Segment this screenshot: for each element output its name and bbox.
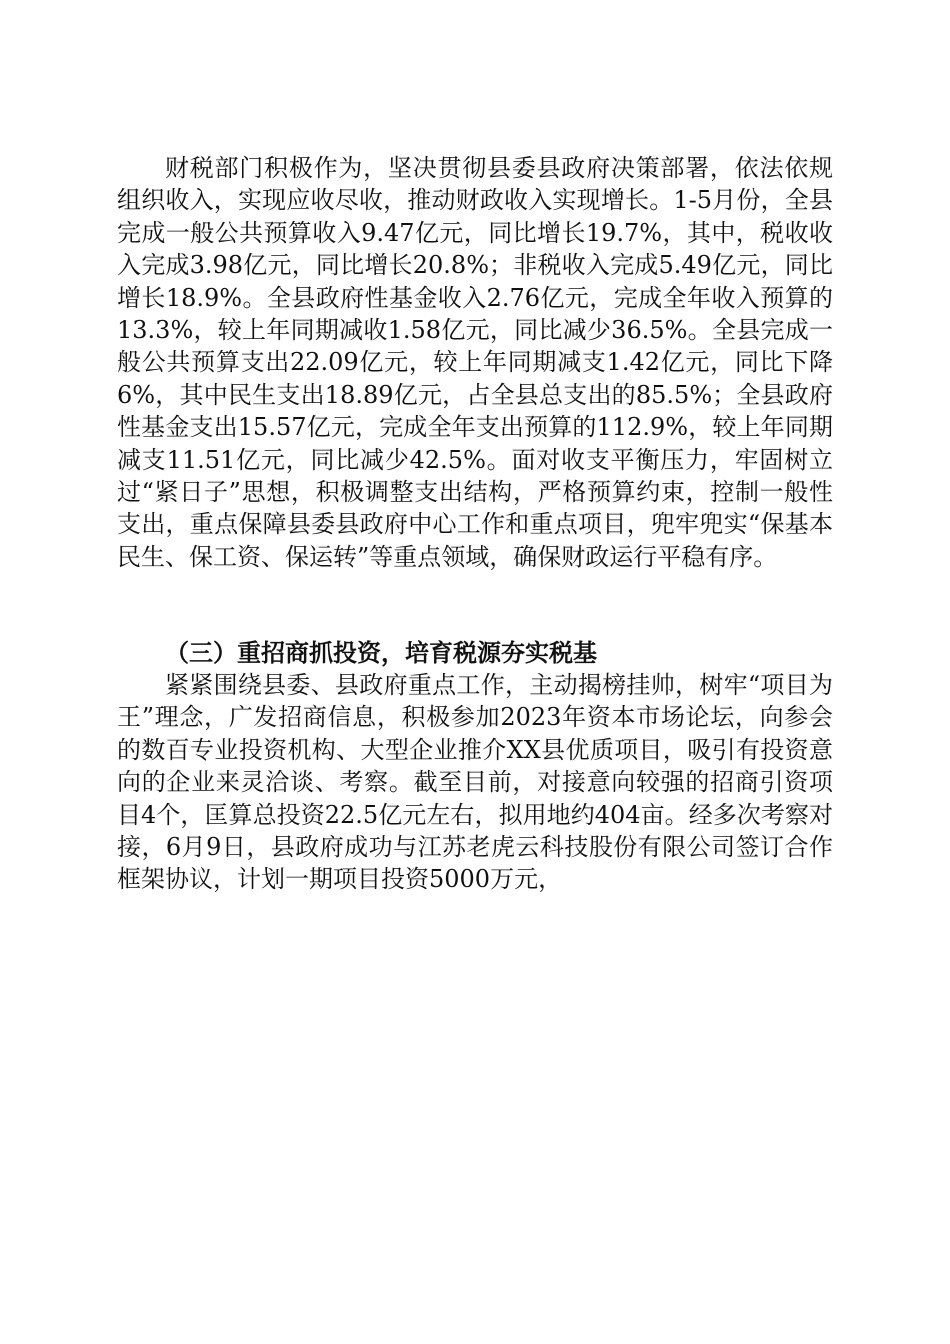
- section-heading-investment: （三）重招商抓投资，培育税源夯实税基: [165, 638, 597, 667]
- fiscal-revenue-paragraph: 财税部门积极作为，坚决贯彻县委县政府决策部署，依法依规组织收入，实现应收尽收，推动财政收入实现增长。1-5月份，全县完成一般公共预算收入9.47亿元，同比增长19.7%，其中，税收收入完成3.98亿元，同比增长20.8%；非税收入完成5.49亿元，同比增长18.9%。全县政府性基金收入2.76亿元，完成全年收入预算的13.3%，较上年同期减收1.58亿元，同比减少36.5%。全县完成一般公共预算支出22.09亿元，较上年同期减支1.42亿元，同比下降6%，其中民生支出18.89亿元，占全县总支出的85.5%；全县政府性基金支出15.57亿元，完成全年支出预算的112.9%，较上年同期减支11.51亿元，同比减少42.5%。面对收支平衡压力，牢固树立过“紧日子”思想，积极调整支出结构，严格预算约束，控制一般性支出，重点保障县委县政府中心工作和重点项目，兜牢兜实“保基本民生、保工资、保运转”等重点领域，确保财政运行平稳有序。: [117, 154, 833, 571]
- investment-paragraph: 紧紧围绕县委、县政府重点工作，主动揭榜挂帅，树牢“项目为王”理念，广发招商信息，积极参加2023年资本市场论坛，向参会的数百专业投资机构、大型企业推介XX县优质项目，吸引有投资意向的企业来灵洽谈、考察。截至目前，对接意向较强的招商引资项目4个，匡算总投资22.5亿元左右，拟用地约404亩。经多次考察对接，6月9日，县政府成功与江苏老虎云科技股份有限公司签订合作框架协议，计划一期项目投资5000万元，: [117, 671, 833, 894]
